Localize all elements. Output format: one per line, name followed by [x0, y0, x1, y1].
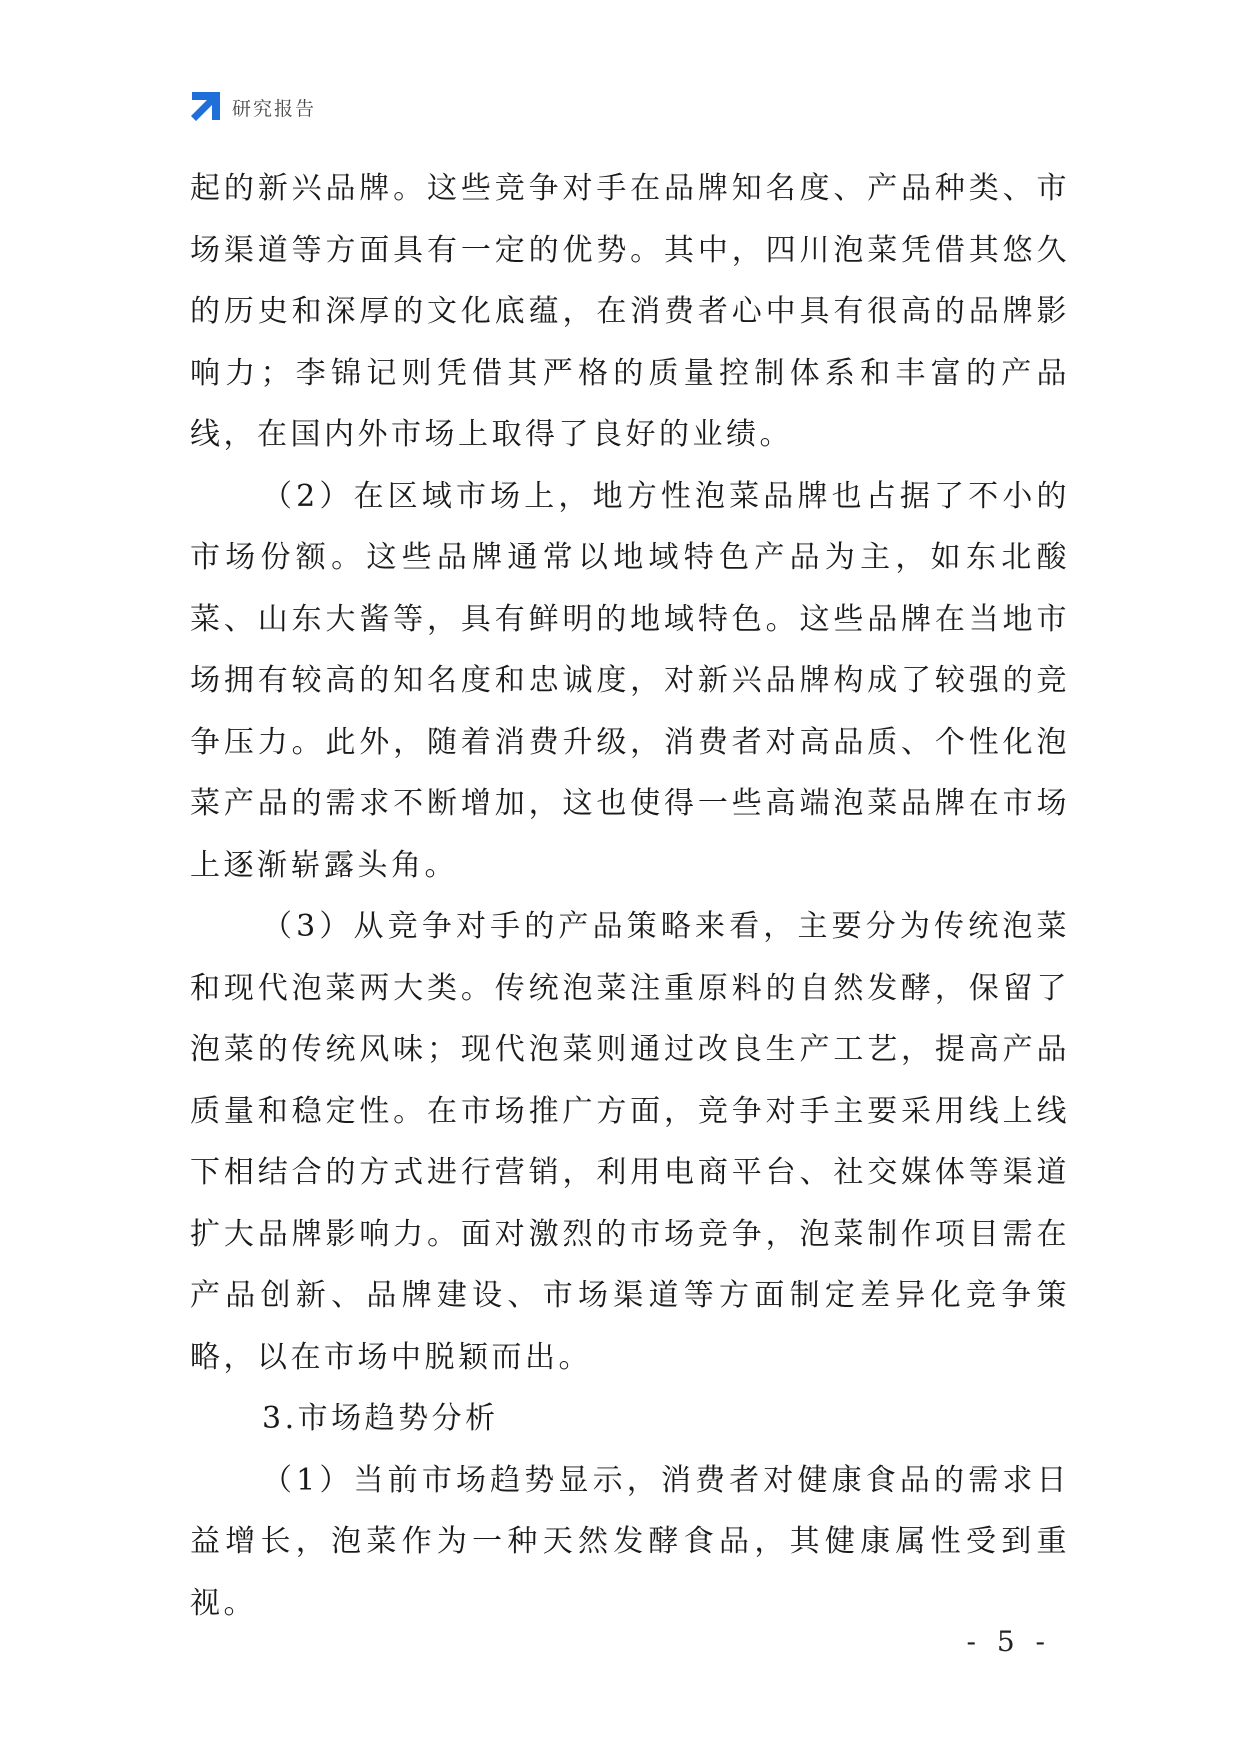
- paragraph-1: 起的新兴品牌。这些竞争对手在品牌知名度、产品种类、市场渠道等方面具有一定的优势。其中，四川泡菜凭借其悠久的历史和深厚的文化底蕴，在消费者心中具有很高的品牌影响力；李锦记则凭借其严格的质量控制体系和丰富的产品线，在国内外市场上取得了良好的业绩。: [190, 171, 1070, 452]
- arrow-logo-icon: [188, 90, 222, 124]
- document-body: [190, 158, 1070, 1634]
- page-number: - 5 -: [966, 1625, 1051, 1658]
- paragraph-2: （2）在区域市场上，地方性泡菜品牌也占据了不小的市场份额。这些品牌通常以地域特色产品为主，如东北酸菜、山东大酱等，具有鲜明的地域特色。这些品牌在当地市场拥有较高的知名度和忠诚度，对新兴品牌构成了较强的竞争压力。此外，随着消费升级，消费者对高品质、个性化泡菜产品的需求不断增加，这也使得一些高端泡菜品牌在市场上逐渐崭露头角。: [190, 478, 1070, 883]
- page-header: [188, 90, 316, 124]
- header-title: 研究报告: [232, 97, 317, 120]
- section-heading: 3.市场趋势分析: [262, 1401, 499, 1436]
- paragraph-3: （3）从竞争对手的产品策略来看，主要分为传统泡菜和现代泡菜两大类。传统泡菜注重原料的自然发酵，保留了泡菜的传统风味；现代泡菜则通过改良生产工艺，提高产品质量和稳定性。在市场推广方面，竞争对手主要采用线上线下相结合的方式进行营销，利用电商平台、社交媒体等渠道扩大品牌影响力。面对激烈的市场竞争，泡菜制作项目需在产品创新、品牌建设、市场渠道等方面制定差异化竞争策略，以在市场中脱颖而出。: [190, 909, 1070, 1375]
- paragraph-4: （1）当前市场趋势显示，消费者对健康食品的需求日益增长，泡菜作为一种天然发酵食品，其健康属性受到重视。: [190, 1462, 1070, 1621]
